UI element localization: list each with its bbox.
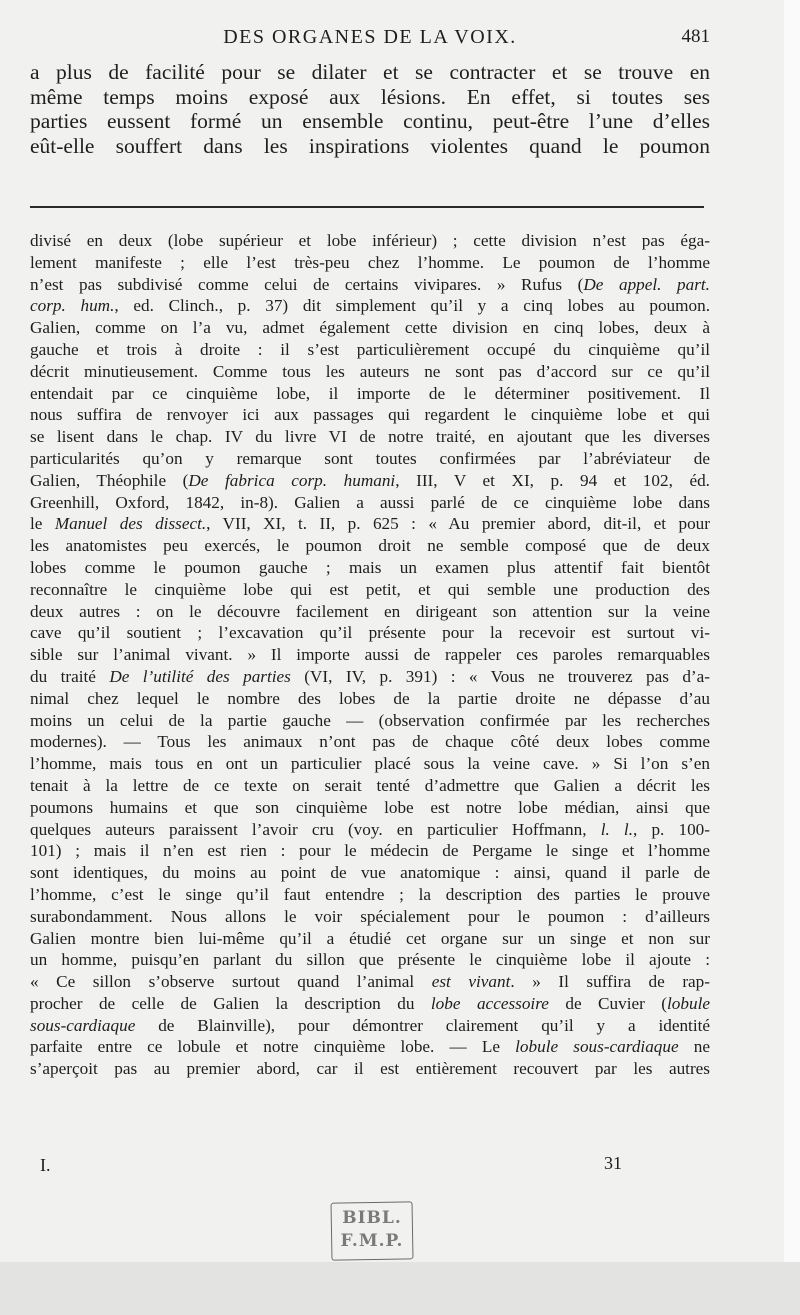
footnote-text: modernes). — Tous les animaux n’ont pas de chaque côté deux lobes comme — [30, 732, 710, 752]
page-number: 481 — [681, 26, 710, 47]
footnote-line — [30, 622, 710, 644]
footnote-text: moins un celui de la partie gauche — (observation confirmée par les recherches — [30, 710, 710, 730]
footnote-line — [30, 557, 710, 579]
footnote-line — [30, 448, 710, 470]
footnote-text: cave qu’il soutient ; l’excavation qu’il présente pour la recevoir est surtout vi- — [30, 623, 710, 643]
footnote-line — [30, 426, 710, 448]
footnote-text: n’est pas subdivisé comme celui de certains vivipares. » Rufus ( — [30, 274, 584, 294]
footnote-line — [30, 383, 710, 405]
footnote-line — [30, 862, 710, 884]
footnote-text: se lisent dans le chap. IV du livre VI de notre traité, en ajoutant que les diverses — [30, 427, 710, 447]
footnote-line — [30, 688, 710, 710]
footnote-line — [30, 993, 710, 1015]
footnote-text: sible sur l’animal vivant. » Il importe aussi de rappeler ces paroles remarquables — [30, 645, 710, 665]
footnote-text: quelques auteurs paraissent l’avoir cru (voy. en particulier Hoffmann, — [30, 819, 601, 839]
footnote-line — [30, 731, 710, 753]
footnote-line — [30, 971, 710, 993]
footnote-line — [30, 252, 710, 274]
footnote-line — [30, 949, 710, 971]
italic-citation: De l’utilité des parties — [109, 666, 291, 686]
italic-citation: De fabrica corp. humani — [188, 470, 396, 490]
running-head — [30, 26, 710, 52]
footnote-block — [30, 230, 710, 1080]
footnote-line — [30, 274, 710, 296]
footnote-text: l’homme, mais tous en ont un particulier placé sous la veine cave. » Si l’on s’en — [30, 754, 710, 774]
stamp-line-1: BIBL. — [342, 1208, 402, 1228]
footnote-text: de Blainville), pour démontrer clairement qu’il y a identité — [135, 1015, 710, 1035]
italic-citation: l. l. — [600, 819, 633, 839]
italic-citation: sous-cardiaque — [30, 1015, 136, 1035]
italic-citation: Manuel des dissect. — [54, 514, 207, 534]
footnote-text: , VII, XI, t. II, p. 625 : « Au premier abord, dit-il, et pour — [206, 514, 710, 534]
footnote-text: 101) ; mais il n’en est rien : pour le médecin de Pergame le singe et l’homme — [30, 841, 710, 861]
footnote-text: ne — [678, 1037, 710, 1057]
footnote-text: surabondamment. Nous allons le voir spécialement pour le poumon : d’ailleurs — [30, 906, 710, 926]
footnote-text: de Cuvier ( — [548, 993, 668, 1013]
footnote-line — [30, 753, 710, 775]
footnote-line — [30, 579, 710, 601]
footnote-line — [30, 819, 710, 841]
footnote-text: lement manifeste ; elle l’est très-peu chez l’homme. Le poumon de l’homme — [30, 252, 710, 272]
footnote-text: entendait par ce cinquième lobe, il importe de le déterminer positivement. Il — [30, 383, 710, 403]
signature-number: 31 — [604, 1153, 622, 1173]
body-line: eût-elle souffert dans les inspirations violentes quand le poumon — [30, 133, 710, 158]
footnote-text: . » Il suffira de rap- — [510, 972, 710, 992]
italic-citation: corp. hum. — [30, 296, 115, 316]
footnote-text: (VI, IV, p. 391) : « Vous ne trouverez pas d’a- — [290, 666, 711, 686]
footnote-text: , ed. Clinch., p. 37) dit simplement qu’il y a cinq lobes au poumon. — [114, 296, 711, 316]
footnote-text: divisé en deux (lobe supérieur et lobe inférieur) ; cette division n’est pas éga- — [30, 231, 710, 250]
footnote-text: lobes comme le poumon gauche ; mais un examen plus attentif fait bientôt — [30, 557, 710, 577]
footnote-text: sont identiques, du moins au point de vue anatomique : ainsi, quand il parle de — [30, 863, 710, 883]
body-line: parties eussent formé un ensemble continu, peut-être l’une d’elles — [30, 109, 710, 133]
footnote-line — [30, 513, 710, 535]
footnote-text: les anatomistes peu exercés, le poumon droit ne semble composé que de deux — [30, 536, 710, 556]
scan-margin-bottom — [0, 1262, 800, 1315]
footnote-text: reconnaître le cinquième lobe qui est petit, et qui semble une production des — [30, 579, 710, 599]
footnote-line — [30, 710, 710, 732]
footnote-text: « Ce sillon s’observe surtout quand l’animal — [30, 972, 432, 992]
footnote-text: Greenhill, Oxford, 1842, in-8). Galien a aussi parlé de ce cinquième lobe dans — [30, 492, 710, 512]
footnote-text: s’aperçoit pas au premier abord, car il est entièrement recouvert par les autres — [30, 1059, 710, 1079]
running-title: DES ORGANES DE LA VOIX. — [223, 26, 517, 48]
footnote-text: parfaite entre ce lobule et notre cinquième lobe. — Le — [30, 1037, 516, 1057]
footnote-text: Galien, comme on l’a vu, admet également cette division en cinq lobes, deux à — [30, 318, 710, 338]
footnote-text: tenait à la lettre de ce texte on serait tenté d’admettre que Galien a décrit les — [30, 775, 710, 795]
footnote-line — [30, 601, 710, 623]
footnote-line — [30, 797, 710, 819]
footnote-text: particularités qu’on y remarque sont toutes confirmées par l’abréviateur de — [30, 448, 710, 468]
footnote-text: l’homme, c’est le singe qu’il faut entendre ; la description des parties le prouve — [30, 884, 710, 904]
footnote-text: décrit minutieusement. Comme tous les auteurs ne sont pas d’accord sur ce qu’il — [30, 361, 710, 381]
footnote-text: un homme, puisqu’en parlant du sillon que présente le cinquième lobe il ajoute : — [30, 950, 710, 970]
footnote-line — [30, 295, 710, 317]
italic-citation: lobule sous-cardiaque — [515, 1037, 679, 1057]
italic-citation: De appel. part. — [583, 274, 710, 294]
footnote-text: nous suffira de renvoyer ici aux passages qui regardent le cinquième lobe et qui — [30, 405, 710, 425]
italic-citation: lobe accessoire — [430, 993, 549, 1013]
footnote-line — [30, 230, 710, 252]
footnote-line — [30, 884, 710, 906]
main-body-text — [30, 60, 710, 158]
footnote-text: Galien, Théophile ( — [30, 470, 189, 490]
footnote-line — [30, 470, 710, 492]
footnote-text: le — [30, 514, 55, 534]
footnote-line — [30, 404, 710, 426]
footnote-line — [30, 339, 710, 361]
signature-mark: I. — [40, 1155, 51, 1175]
body-line: même temps moins exposé aux lésions. En effet, si toutes ses — [30, 84, 710, 109]
footnote-line — [30, 535, 710, 557]
footnote-text: poumons humains et que son cinquième lobe est notre lobe médian, ainsi que — [30, 797, 710, 817]
footnote-line — [30, 492, 710, 514]
footnote-line — [30, 644, 710, 666]
footnote-text: gauche et trois à droite : il s’est particulièrement occupé du cinquième qu’il — [30, 339, 710, 359]
footnote-text: , p. 100- — [633, 819, 710, 839]
footnote-text: du traité — [30, 666, 110, 686]
footnote-line — [30, 1058, 710, 1080]
footnote-line — [30, 1015, 710, 1037]
footnote-line — [30, 666, 710, 688]
library-stamp — [327, 1198, 417, 1262]
footnote-line — [30, 928, 710, 950]
footnote-line — [30, 1036, 710, 1058]
italic-citation: lobule — [667, 993, 710, 1013]
footnote-text: procher de celle de Galien la description du — [30, 993, 431, 1013]
footnote-text: , III, V et XI, p. 94 et 102, éd. — [395, 470, 710, 490]
footnote-text: deux autres : on le découvre facilement en dirigeant son attention sur la veine — [30, 601, 710, 621]
footnote-text: Galien montre bien lui-même qu’il a étudié cet organe sur un singe et non sur — [30, 928, 710, 948]
footnote-line — [30, 775, 710, 797]
footnote-line — [30, 361, 710, 383]
footnote-line — [30, 906, 710, 928]
stamp-line-2: F.M.P. — [340, 1231, 404, 1251]
scan-margin-right — [784, 0, 800, 1262]
footnote-text: nimal chez lequel le nombre des lobes de la partie droite ne dépasse d’au — [30, 688, 710, 708]
footnote-line — [30, 840, 710, 862]
footnote-separator-rule — [30, 206, 704, 208]
body-line: a plus de facilité pour se dilater et se contracter et se trouve en — [30, 60, 710, 84]
italic-citation: est vivant — [431, 972, 511, 992]
footnote-line — [30, 317, 710, 339]
